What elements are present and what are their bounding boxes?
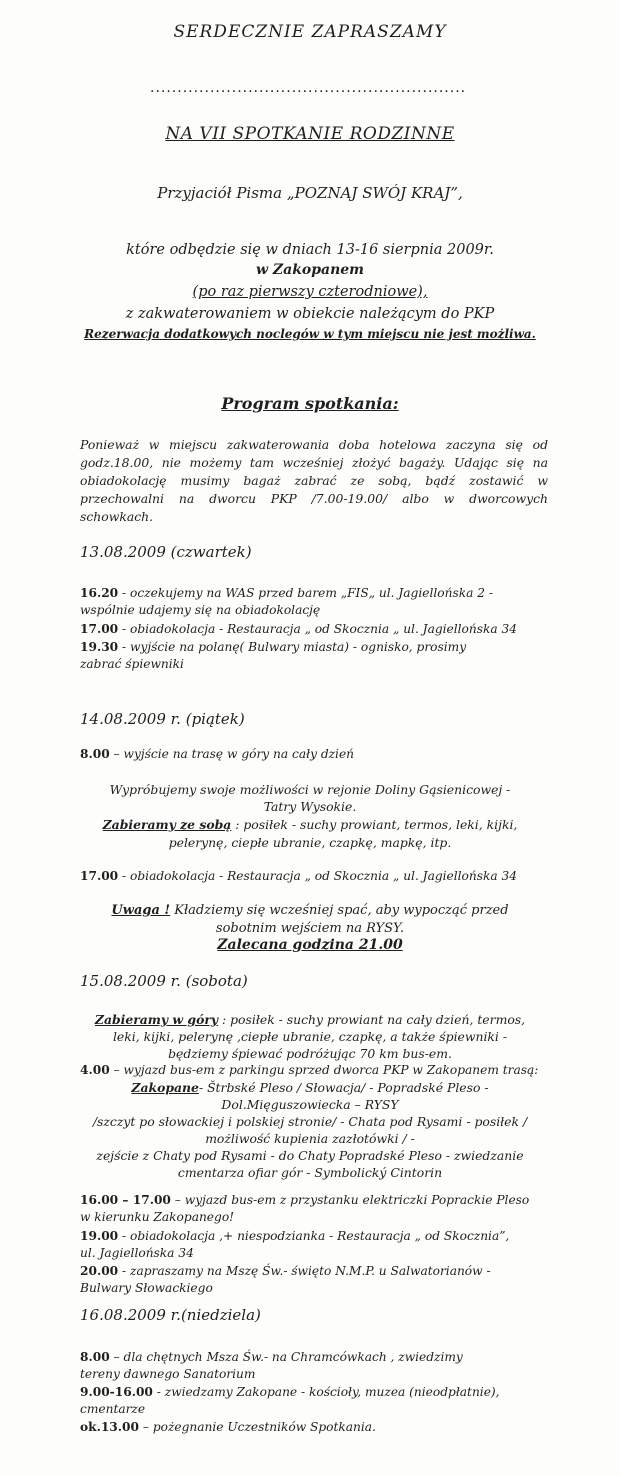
day-3-date: 15.08.2009 r. (sobota) — [80, 972, 248, 990]
day-1-entry-1-cont: wspólnie udajemy się na obiadokolację — [80, 603, 321, 617]
day-3-bring-line-3: będziemy śpiewać podróżując 70 km bus-em. — [168, 1046, 452, 1061]
day-4-entry-2-cont: cmentarze — [80, 1402, 146, 1416]
day-2-warning-line-1: Uwaga ! Kładziemy się wcześniej spać, aby wypocząć przed — [111, 903, 509, 918]
day-3-bring-line-1: Zabieramy w góry : posiłek - suchy prowiant na cały dzień, termos, — [94, 1012, 526, 1027]
location-line: w Zakopanem — [255, 262, 364, 278]
day-2-area-line-2: Tatry Wysokie. — [263, 799, 357, 814]
day-4-date: 16.08.2009 r.(niedziela) — [80, 1306, 261, 1324]
day-3-entry-2-cont: w kierunku Zakopanego! — [80, 1210, 235, 1224]
day-1-entry-3: 19.30 - wyjście na polanę( Bulwary miasta) - ognisko, prosimy — [80, 640, 467, 654]
day-3-entry-2: 16.00 – 17.00 – wyjazd bus-em z przystanku elektriczki Poprackie Pleso — [80, 1193, 530, 1207]
day-3-entry-4-cont: Bulwary Słowackiego — [80, 1281, 213, 1295]
dotted-line: .......................................................... — [150, 80, 467, 96]
duration-line: (po raz pierwszy czterodniowe), — [192, 284, 428, 300]
day-1-entry-1: 16.20 - oczekujemy na WAS przed barem „FIS„ ul. Jagiellońska 2 - — [80, 586, 493, 600]
day-1-entry-3-cont: zabrać śpiewniki — [80, 657, 184, 671]
day-4-entry-1: 8.00 – dla chętnych Msza Św.- na Chramcówkach , zwiedzimy — [80, 1350, 463, 1364]
program-heading: Program spotkania: — [221, 394, 399, 413]
day-2-entry-1: 8.00 – wyjście na trasę w góry na cały dzień — [80, 747, 355, 761]
day-2-entry-2: 17.00 - obiadokolacja - Restauracja „ od Skocznia „ ul. Jagiellońska 34 — [80, 869, 518, 883]
reservation-note: Rezerwacja dodatkowych noclegów w tym miejscu nie jest możliwa. — [84, 327, 536, 341]
day-2-bring-line-2: pelerynę, ciepłe ubranie, czapkę, mapkę, itp. — [168, 835, 452, 850]
day-2-warning-line-2: sobotnim wejściem na RYSY. — [215, 921, 405, 936]
day-2-date: 14.08.2009 r. (piątek) — [80, 710, 245, 728]
magazine-friends-line: Przyjaciół Pisma „POZNAJ SWÓJ KRAJ”, — [157, 184, 463, 202]
day-4-entry-2: 9.00-16.00 - zwiedzamy Zakopane - kościoły, muzea (nieodpłatnie), — [80, 1385, 500, 1399]
day-3-bring-line-2: leki, kijki, pelerynę ,ciepłe ubranie, czapkę, a także śpiewniki - — [112, 1029, 508, 1044]
program-intro: Ponieważ w miejscu zakwaterowania doba hotelowa zaczyna się od godz.18.00, nie możemy tam wcześniej złożyć bagaży. Udając się na obiadokolację musimy bagaż zabrać ze sobą, bądź zostawić w przechowalni na dworcu PKP /7.00-19.00/ albo w dworcowych schowkach. — [80, 437, 548, 524]
day-3-route-line-2: Dol.Mięguszowiecka – RYSY — [221, 1097, 399, 1112]
invitation-title: SERDECZNIE ZAPRASZAMY — [173, 22, 447, 42]
day-3-entry-4: 20.00 - zapraszamy na Mszę Św.- święto N.M.P. u Salwatorianów - — [80, 1264, 491, 1278]
day-1-date: 13.08.2009 (czwartek) — [80, 543, 252, 561]
day-3-route-line-4: możliwość kupienia zazłotówki / - — [205, 1131, 415, 1146]
day-1-entry-2: 17.00 - obiadokolacja - Restauracja „ od Skocznia „ ul. Jagiellońska 34 — [80, 622, 518, 636]
day-2-recommended-hour: Zalecana godzina 21.00 — [217, 937, 403, 953]
day-3-route-line-3: /szczyt po słowackiej i polskiej stronie/ - Chata pod Rysami - posiłek / — [92, 1114, 528, 1129]
day-3-entry-1: 4.00 – wyjazd bus-em z parkingu sprzed dworca PKP w Zakopanem trasą: — [80, 1063, 539, 1077]
meeting-title: NA VII SPOTKANIE RODZINNE — [165, 124, 455, 144]
day-3-route-line-5: zejście z Chaty pod Rysami - do Chaty Popradské Pleso - zwiedzanie — [96, 1148, 524, 1163]
day-2-bring-line-1: Zabieramy ze sobą : posiłek - suchy prowiant, termos, leki, kijki, — [102, 817, 518, 832]
day-4-entry-1-cont: tereny dawnego Sanatorium — [80, 1367, 256, 1381]
dates-line: które odbędzie się w dniach 13-16 sierpnia 2009r. — [126, 242, 494, 258]
day-2-area-line-1: Wypróbujemy swoje możliwości w rejonie Doliny Gąsienicowej - — [109, 782, 511, 797]
day-3-route-line-6: cmentarza ofiar gór - Symbolický Cintorin — [177, 1165, 443, 1180]
accommodation-line: z zakwaterowaniem w obiekcie należącym do PKP — [125, 306, 495, 322]
day-3-entry-3: 19.00 - obiadokolacja ,+ niespodzianka - Restauracja „ od Skocznia”, — [80, 1229, 510, 1243]
day-3-entry-3-cont: ul. Jagiellońska 34 — [80, 1246, 194, 1260]
day-4-entry-3: ok.13.00 – pożegnanie Uczestników Spotkania. — [80, 1420, 376, 1434]
day-3-route-line-1: Zakopane- Štrbské Pleso / Słowacja/ - Popradské Pleso - — [131, 1080, 489, 1095]
